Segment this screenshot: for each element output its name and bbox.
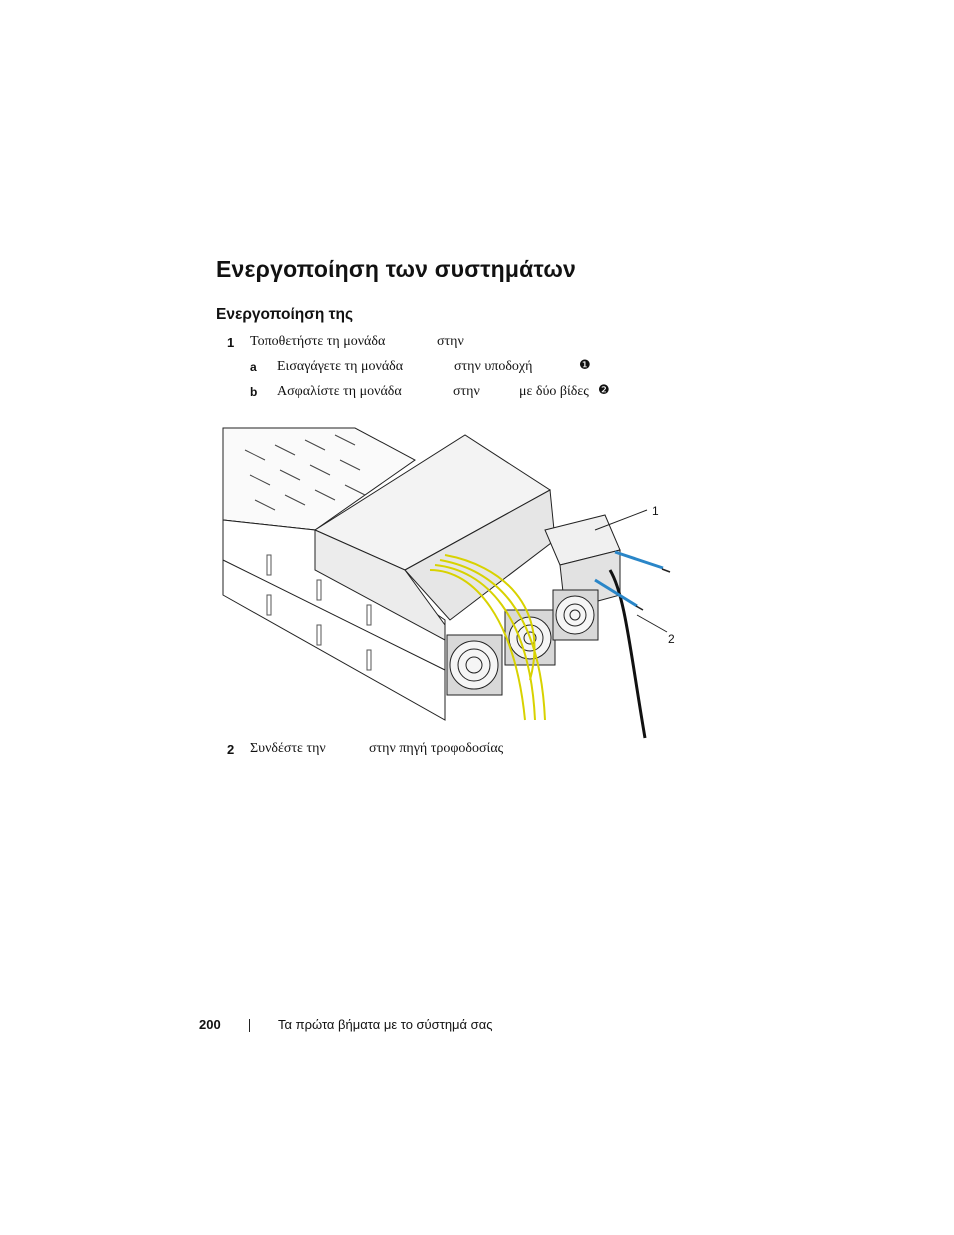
step-2-number: 2 <box>227 742 235 757</box>
page-title: Ενεργοποίηση των συστημάτων <box>216 256 576 282</box>
page-number: 200 <box>199 1017 221 1032</box>
step-1-text-a: Τοποθετήστε τη μονάδα <box>250 334 386 349</box>
substep-b-text-b: στην <box>453 384 480 399</box>
substep-a-letter: a <box>250 360 257 374</box>
hardware-illustration <box>215 420 685 740</box>
footer-title: Τα πρώτα βήματα με το σύστημά σας <box>278 1017 493 1032</box>
section-heading: Ενεργοποίηση της <box>216 306 354 323</box>
step-2-text-a: Συνδέστε την <box>250 741 326 756</box>
substep-b-text-c: με δύο βίδες <box>519 384 589 399</box>
substep-a-text-b: στην υποδοχή <box>454 359 533 374</box>
substep-b-marker: ❷ <box>598 383 610 398</box>
callout-1: 1 <box>652 504 659 518</box>
substep-a-marker: ❶ <box>579 358 591 373</box>
callout-2: 2 <box>668 632 675 646</box>
footer-divider <box>249 1019 250 1032</box>
substep-a-text-a: Εισαγάγετε τη μονάδα <box>277 359 404 374</box>
substep-b-text-a: Ασφαλίστε τη μονάδα <box>277 384 402 399</box>
substep-b-letter: b <box>250 385 258 399</box>
step-1-number: 1 <box>227 335 235 350</box>
step-2-text-b: στην πηγή τροφοδοσίας <box>369 741 504 756</box>
step-1-text-b: στην <box>437 334 464 349</box>
